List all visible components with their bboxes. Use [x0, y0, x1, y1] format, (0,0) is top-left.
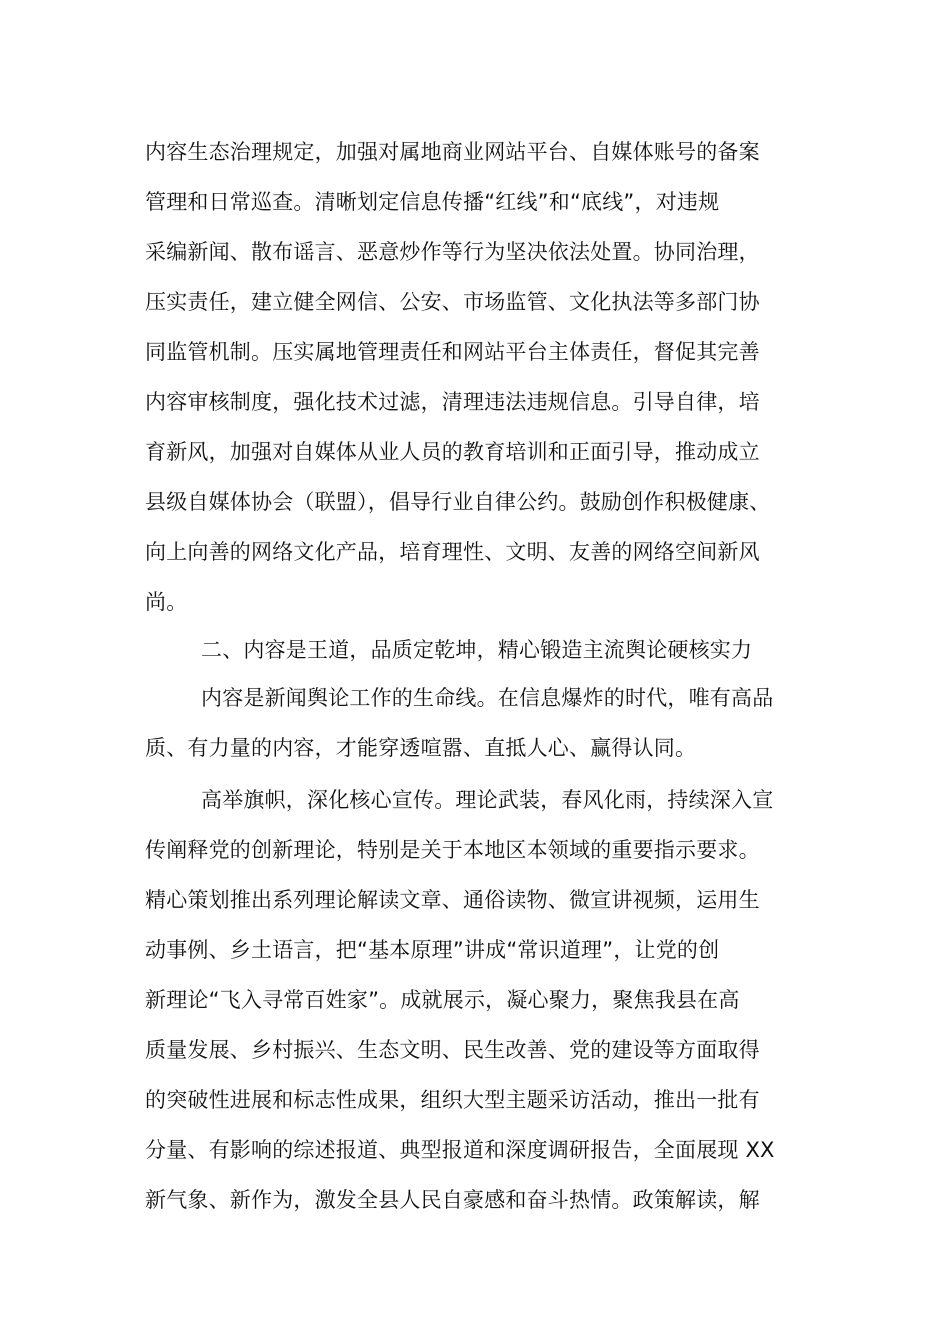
text-line: 分量、有影响的综述报道、典型报道和深度调研报告，全面展现 XX	[145, 1138, 775, 1162]
text-line: 同监管机制。压实属地管理责任和网站平台主体责任，督促其完善	[145, 340, 760, 364]
text-line: 内容是新闻舆论工作的生命线。在信息爆炸的时代，唯有高品	[201, 686, 774, 710]
text-line: 育新风，加强对自媒体从业人员的教育培训和正面引导，推动成立	[145, 440, 760, 464]
text-line: 内容生态治理规定，加强对属地商业网站平台、自媒体账号的备案	[145, 140, 760, 164]
text-line: 县级自媒体协会（联盟），倡导行业自律公约。鼓励创作积极健康、	[145, 490, 771, 514]
text-line: 质、有力量的内容，才能穿透喧嚣、直抵人心、赢得认同。	[145, 736, 697, 760]
text-line: 压实责任，建立健全网信、公安、市场监管、文化执法等多部门协	[145, 290, 760, 314]
text-line: 向上向善的网络文化产品，培育理性、文明、友善的网络空间新风	[145, 540, 760, 564]
text-line: 精心策划推出系列理论解读文章、通俗读物、微宣讲视频，运用生	[145, 888, 760, 912]
text-line: 质量发展、乡村振兴、生态文明、民生改善、党的建设等方面取得	[145, 1038, 760, 1062]
text-line: 动事例、乡土语言，把“基本原理”讲成“常识道理”，让党的创	[145, 938, 720, 962]
text-line: 采编新闻、散布谣言、恶意炒作等行为坚决依法处置。协同治理，	[145, 240, 760, 264]
text-line: 传阐释党的创新理论，特别是关于本地区本领域的重要指示要求。	[145, 838, 760, 862]
section-heading: 二、内容是王道，品质定乾坤，精心锻造主流舆论硬核实力	[201, 638, 753, 662]
text-line: 高举旗帜，深化核心宣传。理论武装，春风化雨，持续深入宣	[201, 788, 774, 812]
text-line: 管理和日常巡查。清晰划定信息传播“红线”和“底线”，对违规	[145, 190, 720, 214]
text-line: 内容审核制度，强化技术过滤，清理违法违规信息。引导自律，培	[145, 390, 760, 414]
text-line: 新气象、新作为，激发全县人民自豪感和奋斗热情。政策解读，解	[145, 1188, 760, 1212]
text-line: 的突破性进展和标志性成果，组织大型主题采访活动，推出一批有	[145, 1088, 760, 1112]
text-line: 尚。	[145, 590, 188, 614]
text-line: 新理论“飞入寻常百姓家”。成就展示，凝心聚力，聚焦我县在高	[145, 988, 740, 1012]
